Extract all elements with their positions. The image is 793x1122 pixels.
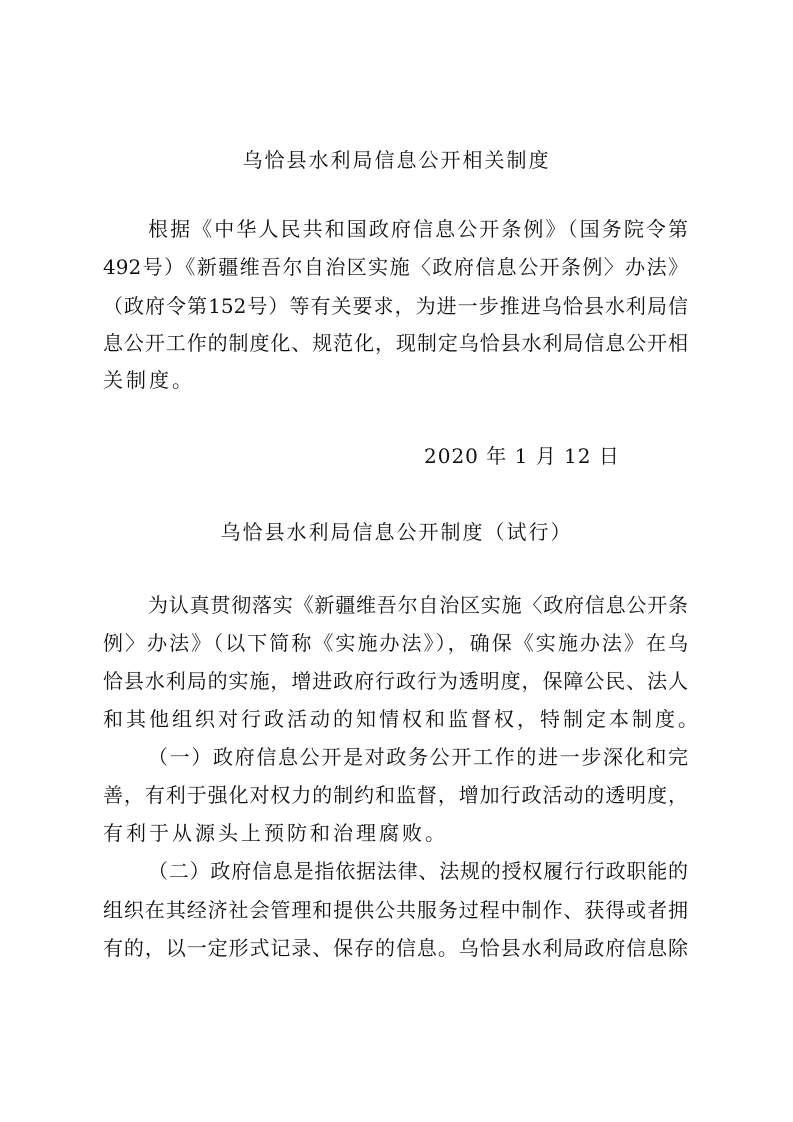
body-line: 有利于从源头上预防和治理腐败。 xyxy=(103,821,448,845)
preamble-line: 492号）《新疆维吾尔自治区实施〈政府信息公开条例〉办法》 xyxy=(103,255,688,279)
body-line: （二）政府信息是指依据法律、法规的授权履行行政职能的 xyxy=(148,859,688,883)
body-line: （一）政府信息公开是对政务公开工作的进一步深化和完 xyxy=(148,745,688,769)
section-title: 乌恰县水利局信息公开制度（试行） xyxy=(220,520,573,544)
body-line: 组织在其经济社会管理和提供公共服务过程中制作、获得或者拥 xyxy=(103,898,688,922)
preamble-line: 关制度。 xyxy=(103,368,195,392)
body-line: 例〉办法》（以下简称《实施办法》），确保《实施办法》在乌 xyxy=(103,631,688,655)
body-line: 善，有利于强化对权力的制约和监督，增加行政活动的透明度， xyxy=(103,783,688,807)
body-line: 为认真贯彻落实《新疆维吾尔自治区实施〈政府信息公开条 xyxy=(148,593,688,617)
body-line: 有的，以一定形式记录、保存的信息。乌恰县水利局政府信息除 xyxy=(103,936,688,960)
preamble-line: 息公开工作的制度化、规范化，现制定乌恰县水利局信息公开相 xyxy=(103,331,688,355)
document-date: 2020 年 1 月 12 日 xyxy=(424,444,620,468)
body-line: 和其他组织对行政活动的知情权和监督权，特制定本制度。 xyxy=(103,707,701,731)
body-line: 恰县水利局的实施，增进政府行政行为透明度，保障公民、法人 xyxy=(103,669,688,693)
document-title: 乌恰县水利局信息公开相关制度 xyxy=(242,148,551,172)
preamble-line: 根据《中华人民共和国政府信息公开条例》（国务院令第 xyxy=(148,217,688,241)
preamble-line: （政府令第152号）等有关要求，为进一步推进乌恰县水利局信 xyxy=(103,294,688,318)
